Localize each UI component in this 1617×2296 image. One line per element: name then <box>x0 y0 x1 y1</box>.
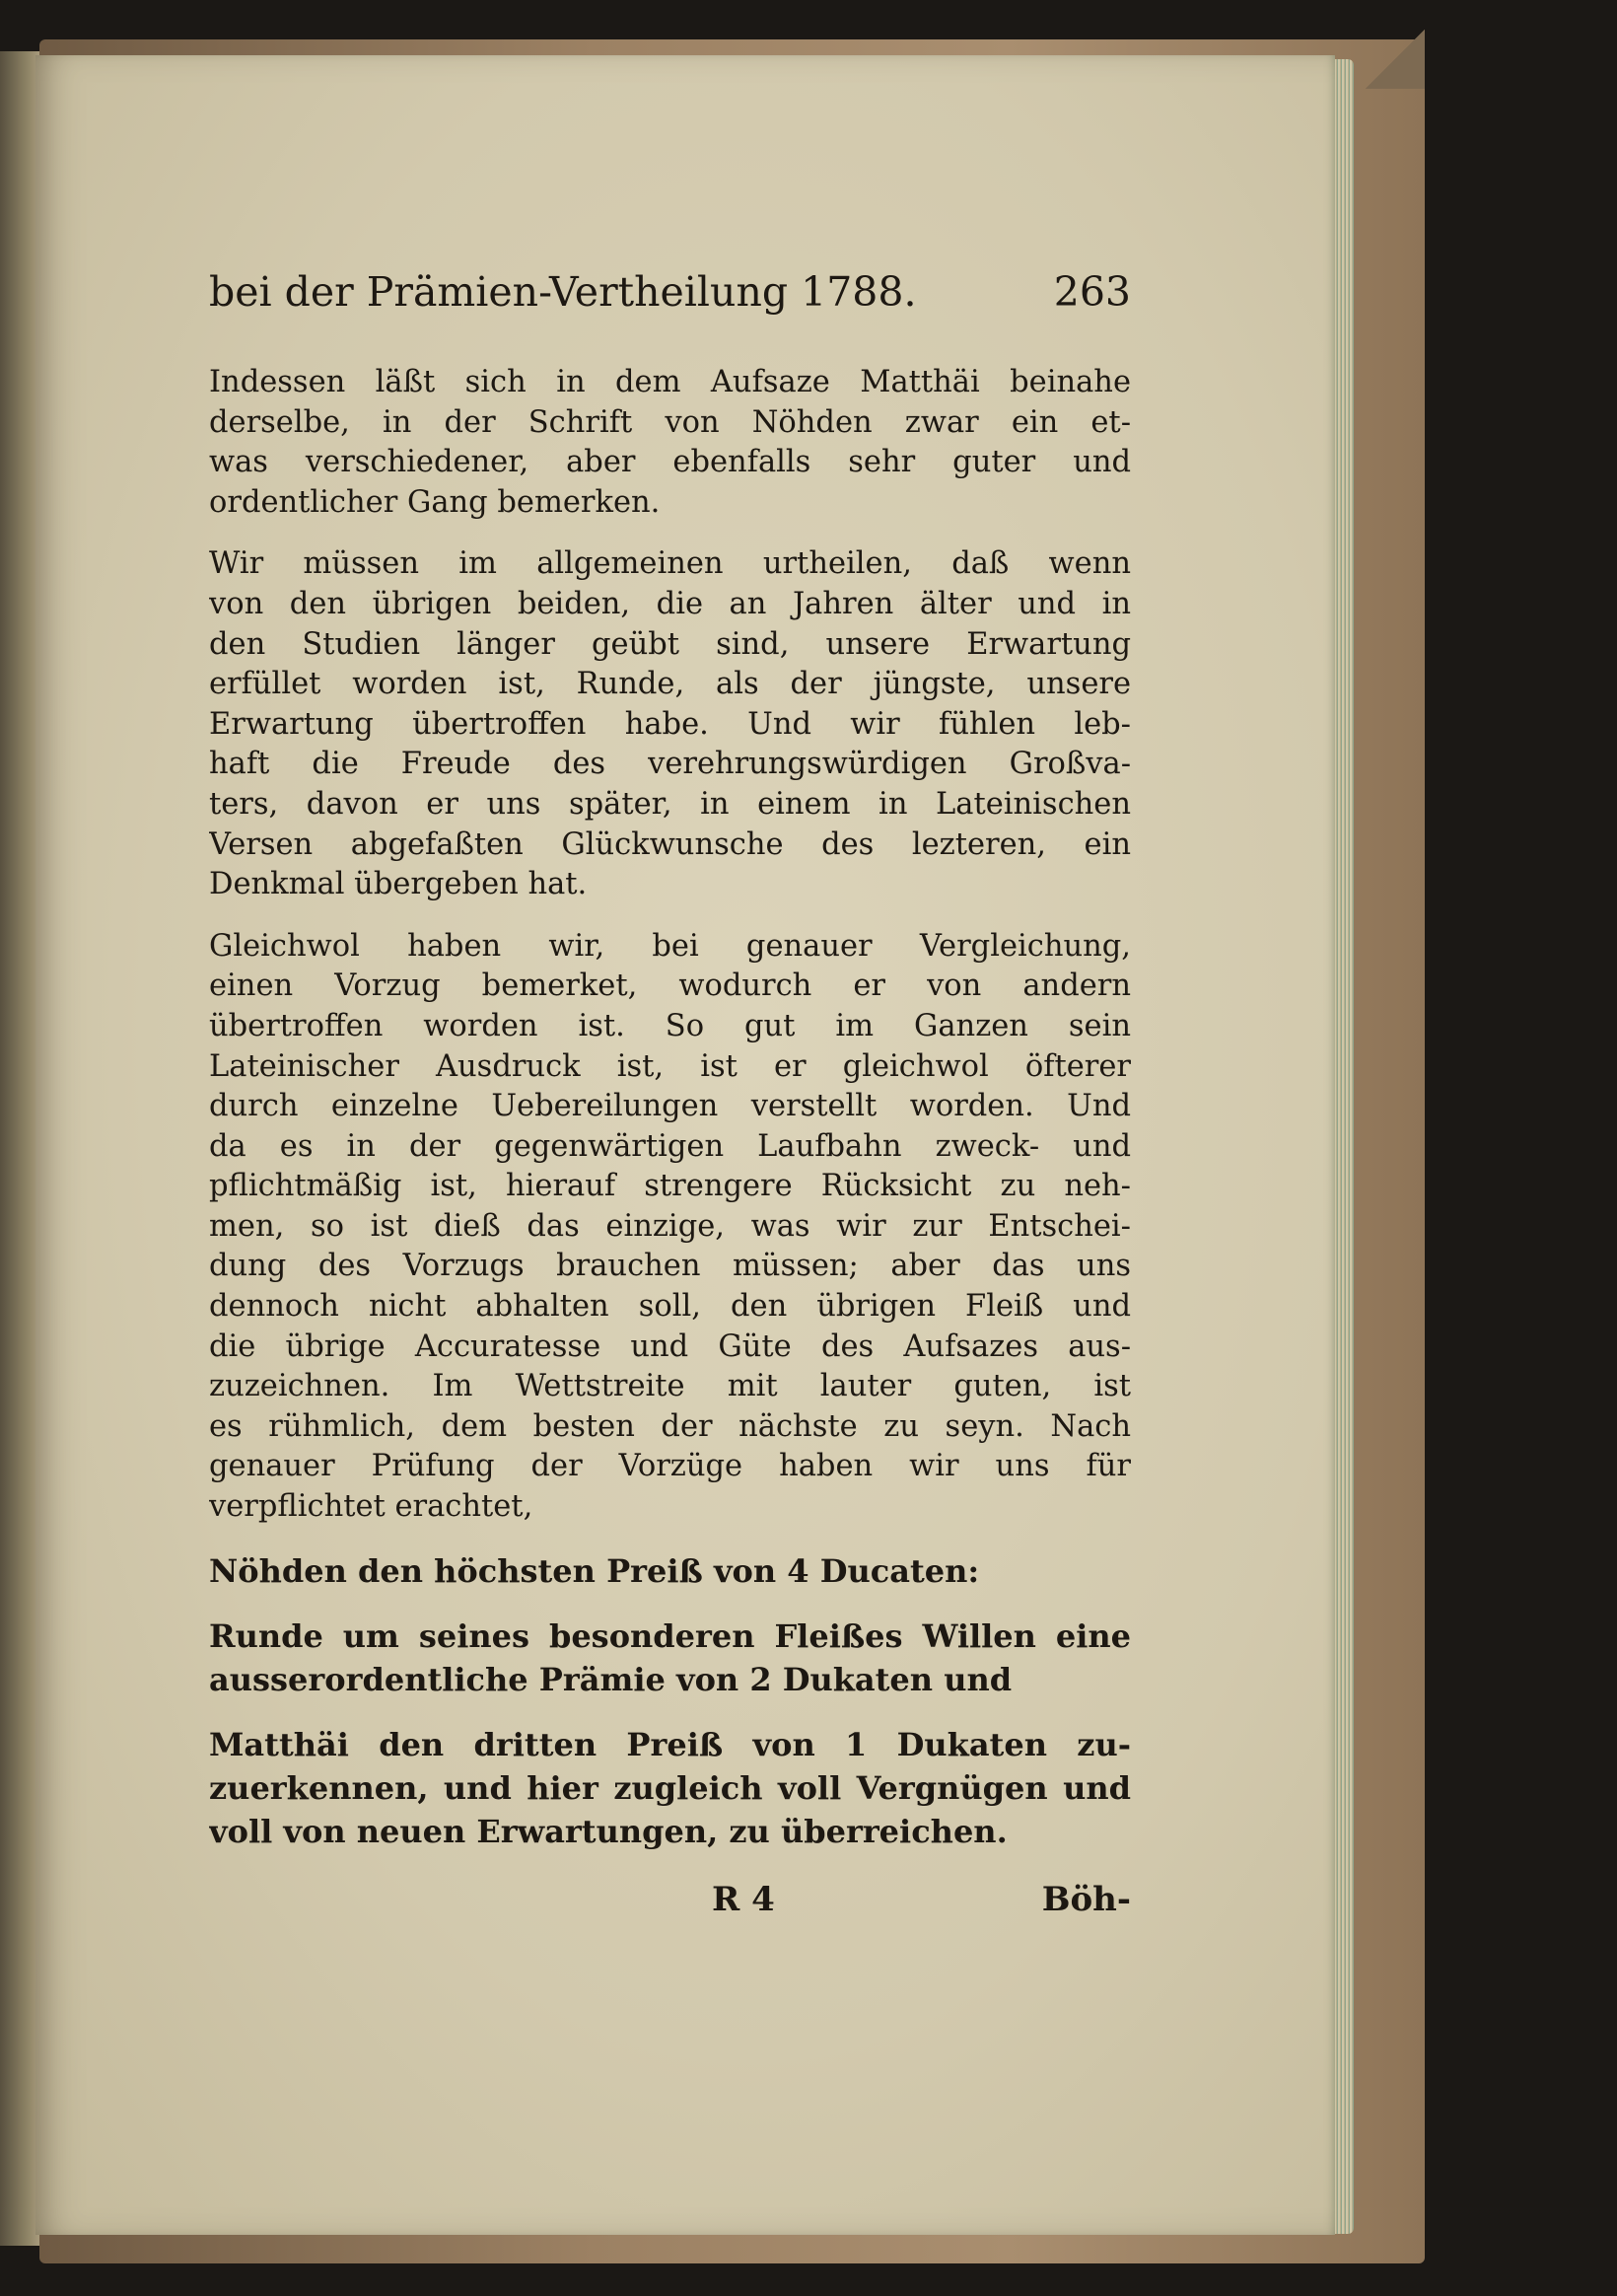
text-line: einen Vorzug bemerket, wodurch er von andern <box>209 969 1131 1004</box>
paragraph-2 <box>209 544 1131 904</box>
text-line: den Studien länger geübt sind, unsere Erwartung <box>209 626 1131 662</box>
text-line: erfüllet worden ist, Runde, als der jüngste, unsere <box>209 667 1131 702</box>
book-page <box>35 55 1335 2235</box>
text-line: die übrige Accuratesse und Güte des Aufsazes aus- <box>209 1328 1131 1364</box>
body-text <box>209 363 1131 1853</box>
text-line: ters, davon er uns später, in einem in Lateinischen <box>209 786 1131 822</box>
text-line: Wir müssen im allgemeinen urtheilen, daß wenn <box>209 546 1131 582</box>
text-line: Denkmal übergeben hat. <box>209 867 588 902</box>
text-line: durch einzelne Uebereilungen verstellt worden. Und <box>209 1089 1131 1124</box>
paragraph-gap <box>209 1528 1131 1549</box>
award-line: voll von neuen Erwartungen, zu überreichen. <box>209 1812 1008 1850</box>
text-line: dennoch nicht abhalten soll, den übrigen Fleiß und <box>209 1289 1131 1325</box>
text-line: von den übrigen beiden, die an Jahren älter und in <box>209 586 1131 621</box>
previous-page-edge <box>0 51 39 2246</box>
page-number: 263 <box>1053 268 1131 316</box>
award-noehden <box>209 1549 1131 1593</box>
award-line: ausserordentliche Prämie von 2 Dukaten und <box>209 1660 1013 1698</box>
award-matthaei <box>209 1723 1131 1853</box>
text-line: Erwartung übertroffen habe. Und wir fühlen leb- <box>209 706 1131 742</box>
text-line: Versen abgefaßten Glückwunsche des lezteren, ein <box>209 826 1131 862</box>
catchword: Böh- <box>1041 1880 1131 1919</box>
signature-mark: R 4 <box>712 1880 775 1919</box>
text-line: Lateinischer Ausdruck ist, ist er gleichwol öfterer <box>209 1048 1131 1084</box>
text-line: verpflichtet erachtet, <box>209 1489 533 1525</box>
paragraph-3 <box>209 927 1131 1528</box>
text-line: was verschiedener, aber ebenfalls sehr guter und <box>209 445 1131 480</box>
text-line: genauer Prüfung der Vorzüge haben wir uns für <box>209 1449 1131 1484</box>
text-line: dung des Vorzugs brauchen müssen; aber das uns <box>209 1249 1131 1284</box>
footer-line <box>209 1875 1131 1924</box>
award-line: Matthäi den dritten Preiß von 1 Dukaten zu- <box>209 1725 1131 1763</box>
paragraph-gap <box>209 1593 1131 1614</box>
text-line: Indessen läßt sich in dem Aufsaze Matthäi beinahe <box>209 365 1131 399</box>
award-line: Nöhden den höchsten Preiß von 4 Ducaten: <box>209 1551 980 1590</box>
running-head <box>209 262 1131 322</box>
paragraph-1 <box>209 363 1131 523</box>
paragraph-gap <box>209 523 1131 544</box>
running-head-title: bei der Prämien-Vertheilung 1788. <box>209 268 917 316</box>
text-line: zuzeichnen. Im Wettstreite mit lauter guten, ist <box>209 1369 1131 1404</box>
text-line: übertroffen worden ist. So gut im Ganzen sein <box>209 1008 1131 1043</box>
paragraph-gap <box>209 1701 1131 1723</box>
text-line: pflichtmäßig ist, hierauf strengere Rücksicht zu neh- <box>209 1169 1131 1204</box>
text-line: es rühmlich, dem besten der nächste zu seyn. Nach <box>209 1408 1131 1444</box>
paragraph-gap <box>209 905 1131 927</box>
text-line: da es in der gegenwärtigen Laufbahn zweck- und <box>209 1128 1131 1164</box>
text-line: men, so ist dieß das einzige, was wir zur Entschei- <box>209 1208 1131 1244</box>
text-line: derselbe, in der Schrift von Nöhden zwar ein et- <box>209 404 1131 440</box>
award-line: Runde um seines besonderen Fleißes Willen eine <box>209 1616 1131 1655</box>
text-line: Gleichwol haben wir, bei genauer Vergleichung, <box>209 928 1131 964</box>
text-line: haft die Freude des verehrungswürdigen Großva- <box>209 747 1131 782</box>
cover-corner <box>1366 30 1425 89</box>
text-line: ordentlicher Gang bemerken. <box>209 484 661 520</box>
award-runde <box>209 1614 1131 1701</box>
award-line: zuerkennen, und hier zugleich voll Vergnügen und <box>209 1768 1131 1807</box>
